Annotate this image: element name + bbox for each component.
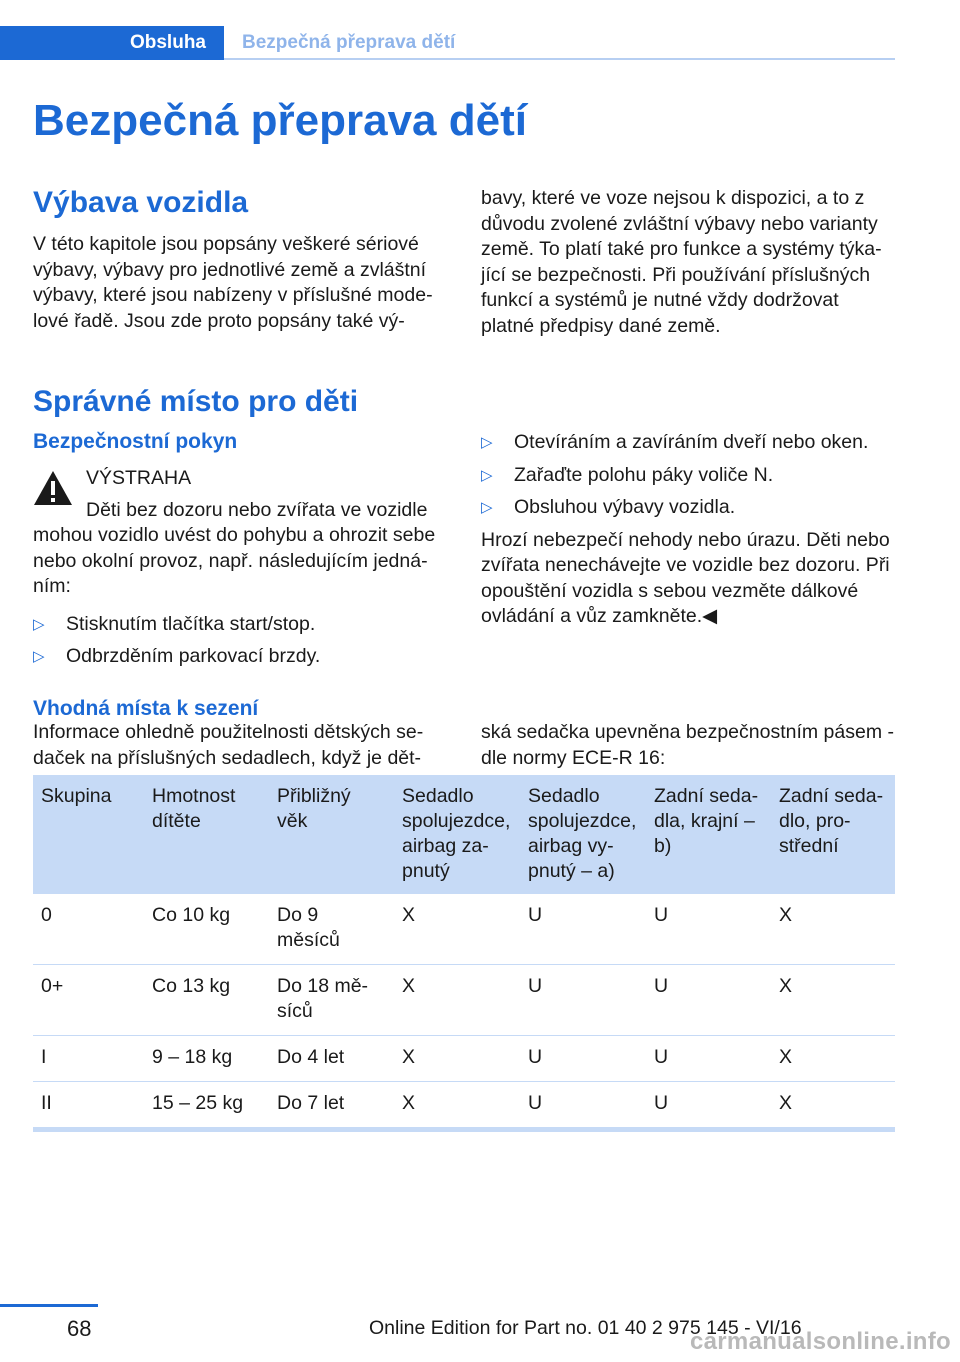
page-header — [0, 26, 895, 60]
table-cell: Do 9 měsíců — [269, 894, 394, 965]
column-header: Hmotnost dítěte — [144, 775, 269, 894]
vhodna-text-right: ská sedačka upevněna bezpečnostním pásem - dle normy ECE-R 16: — [481, 721, 894, 769]
table-cell: Co 10 kg — [144, 894, 269, 965]
table-cell: I — [33, 1036, 144, 1082]
warning-conclusion: Hrozí nebezpečí nehody nebo úrazu. Děti nebo zvířata nenechávejte ve vozidle bez dozoru. Při opouštění vozidla s sebou vezměte dálkové ovládání a vůz zamkněte.◀ — [481, 528, 890, 627]
table-cell: U — [646, 1082, 771, 1130]
heading-vybava-vozidla: Výbava vozidla — [33, 186, 249, 219]
breadcrumb[interactable]: Bezpečná přeprava dětí — [242, 32, 456, 53]
warning-label: VÝSTRAHA — [86, 467, 192, 489]
seating-table — [33, 775, 895, 1132]
vybava-text-left: V této kapitole jsou popsány veškeré sériové výbavy, výbavy pro jednotlivé země a zvláštní výbavy, které jsou nabízeny v příslušné modelové řadě. Jsou zde proto popsány také vý‐ — [33, 233, 433, 332]
table-cell: X — [394, 965, 520, 1036]
table-cell: X — [394, 1082, 520, 1130]
list-item: ▷ Otevíráním a zavíráním dveří nebo oken. — [481, 430, 895, 456]
table-cell: X — [771, 894, 895, 965]
triangle-right-icon: ▷ — [481, 434, 493, 451]
header-rule — [224, 58, 895, 60]
table-cell: U — [520, 965, 646, 1036]
footer-rule — [0, 1304, 98, 1307]
warning-block — [33, 466, 445, 677]
table-cell: Do 18 měsíců — [269, 965, 394, 1036]
table-cell: X — [771, 1082, 895, 1130]
list-item: ▷ Obsluhou výbavy vozidla. — [481, 495, 895, 521]
table-cell: Do 7 let — [269, 1082, 394, 1130]
section-tab-label: Obsluha — [129, 32, 206, 53]
table-row — [33, 965, 895, 1036]
list-item: ▷ Odbrzděním parkovací brzdy. — [33, 644, 445, 670]
table-cell: U — [646, 965, 771, 1036]
table-cell: X — [771, 1036, 895, 1082]
table-cell: U — [520, 1036, 646, 1082]
triangle-right-icon: ▷ — [33, 615, 45, 633]
table-cell: U — [646, 894, 771, 965]
vhodna-text-left: Informace ohledně použitelnosti dětských sedaček na příslušných sedadlech, když je dět‐ — [33, 721, 424, 769]
list-item: ▷ Stisknutím tlačítka start/stop. — [33, 612, 445, 638]
table-row — [33, 894, 895, 965]
page-number: 68 — [67, 1316, 92, 1341]
edition-note: Online Edition for Part no. 01 40 2 975 145 - VI/16 — [369, 1317, 802, 1339]
warning-continued — [481, 430, 895, 630]
warning-text: Děti bez dozoru nebo zvířata ve vozidle mohou vozidlo uvést do pohybu a ohrozit sebe nebo okolní provoz, např. následujícím jednáním: — [33, 498, 436, 597]
watermark: carmanualsonline.info — [690, 1328, 952, 1355]
table-cell: Co 13 kg — [144, 965, 269, 1036]
triangle-right-icon: ▷ — [481, 466, 493, 484]
section-tab-obsluha[interactable] — [0, 26, 224, 60]
table-header-row — [33, 775, 895, 894]
heading-spravne-misto: Správné místo pro děti — [33, 385, 359, 418]
warning-triangle-icon — [33, 470, 73, 506]
warning-bullets-left — [33, 612, 445, 670]
table-cell: 0+ — [33, 965, 144, 1036]
column-header: Zadní sedadlo, prostřední — [771, 775, 895, 894]
vybava-text-right: bavy, které ve voze nejsou k dispozici, a to z důvodu zvolené zvláštní výbavy nebo varianty země. To platí také pro funkce a systémy týkající se bezpečnosti. Při používání příslušných funkcí a systémů je nutné vždy dodržovat platné předpisy dané země. — [481, 187, 882, 337]
triangle-right-icon: ▷ — [33, 648, 45, 665]
heading-vhodna-mista: Vhodná místa k sezení — [33, 697, 259, 720]
column-header: Přibližný věk — [269, 775, 394, 894]
column-header: Sedadlo spolujezdce, airbag vypnutý – a) — [520, 775, 646, 894]
warning-bullets-right — [481, 430, 895, 521]
column-header: Zadní sedadla, krajní – b) — [646, 775, 771, 894]
triangle-right-icon: ▷ — [481, 499, 493, 516]
table-cell: U — [646, 1036, 771, 1082]
table-cell: U — [520, 894, 646, 965]
table-cell: X — [394, 894, 520, 965]
table-cell: II — [33, 1082, 144, 1130]
column-header: Sedadlo spolujezdce, airbag zapnutý — [394, 775, 520, 894]
column-header: Skupina — [33, 775, 144, 894]
table-cell: X — [771, 965, 895, 1036]
table-cell: 9 – 18 kg — [144, 1036, 269, 1082]
table-cell: Do 4 let — [269, 1036, 394, 1082]
list-item: ▷ Zařaďte polohu páky voliče N. — [481, 463, 895, 489]
table-row — [33, 1082, 895, 1130]
heading-bezpecnostni-pokyn: Bezpečnostní pokyn — [33, 430, 238, 453]
table-cell: 0 — [33, 894, 144, 965]
table-cell: U — [520, 1082, 646, 1130]
page-title: Bezpečná přeprava dětí — [33, 96, 527, 145]
table-row — [33, 1036, 895, 1082]
table-cell: X — [394, 1036, 520, 1082]
table-cell: 15 – 25 kg — [144, 1082, 269, 1130]
